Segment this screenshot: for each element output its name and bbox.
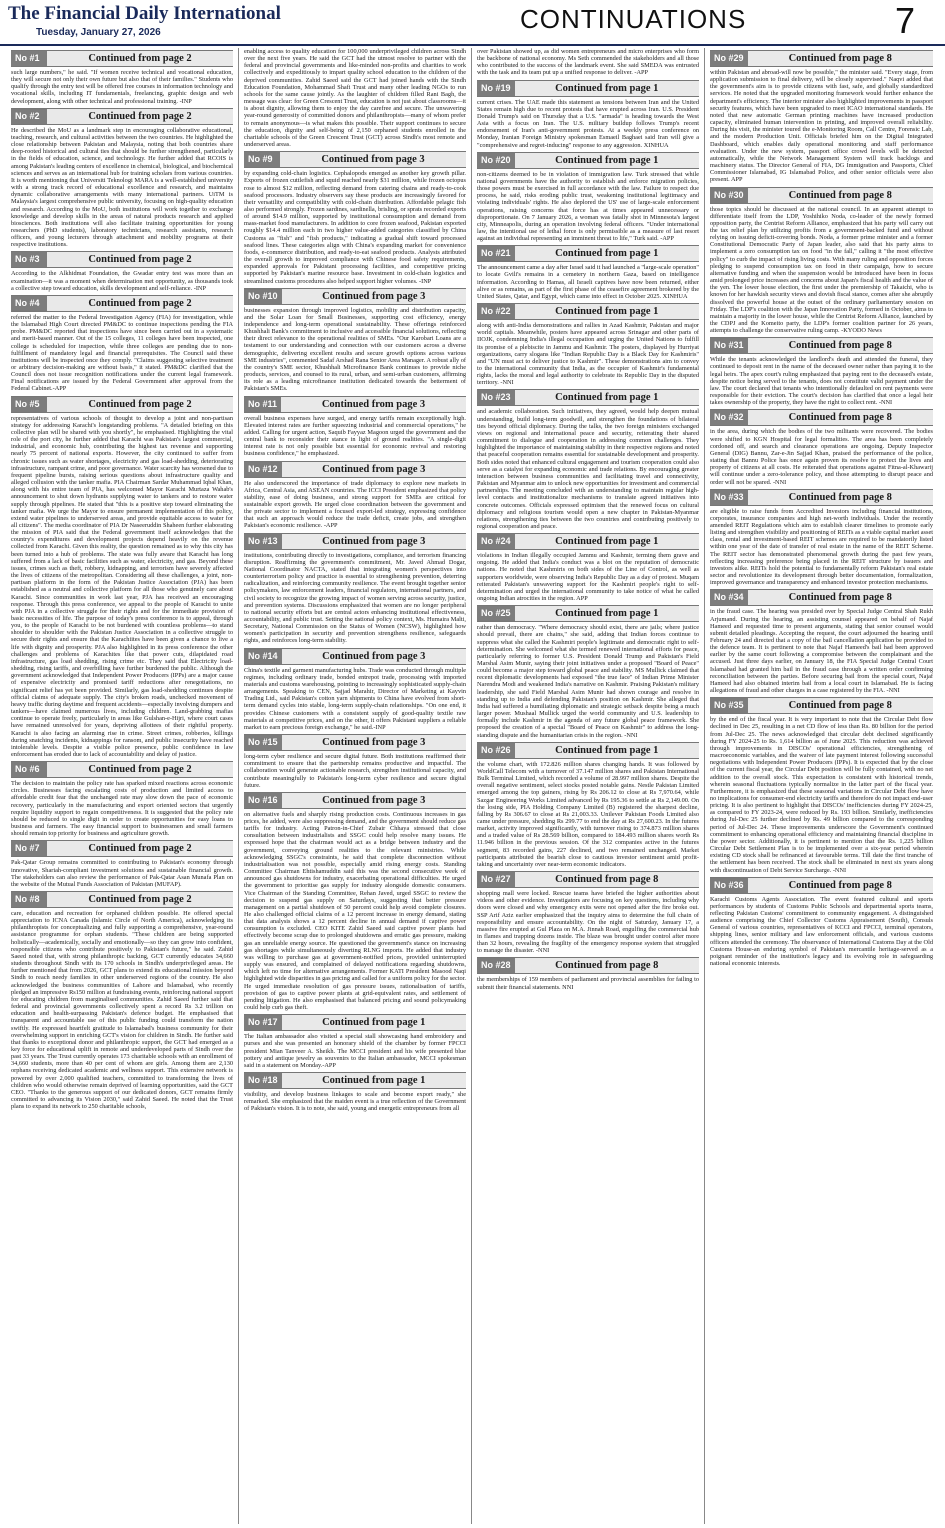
article — [710, 877, 933, 968]
continued-from-label: Continued from page 8 — [555, 960, 659, 972]
article-body: the memberships of 159 members of parliament and provincial assemblies for failing to submit their financial statements. NNI — [477, 976, 699, 991]
continuation-header — [477, 957, 699, 974]
article — [11, 891, 233, 1110]
article-body: According to the Alkhidmat Foundation, the Gwadar entry test was more than an examination—it was a moment when determination met opportunity, as thousands took a collective step toward education, skills development and self-reliance. -INP — [11, 270, 233, 292]
article — [477, 245, 699, 300]
article-columns — [6, 48, 939, 1524]
continuation-header — [477, 871, 699, 888]
continued-from-label: Continued from page 1 — [555, 306, 659, 318]
continuation-header — [244, 792, 466, 809]
continuation-header — [710, 877, 933, 894]
article-number: No #35 — [710, 698, 748, 713]
article — [710, 409, 933, 485]
continued-from-label: Continued from page 2 — [88, 297, 192, 309]
continuation-header — [244, 461, 466, 478]
article — [477, 389, 699, 530]
article-number: No #15 — [244, 735, 282, 750]
article-body: shopping mall were locked. Rescue teams have briefed the higher authorities about videos and other evidence. Investigators are focusing on key questions, including why doors were closed and why emergency exits were not opened after the fire broke out. SSP Arif Aziz earlier emphasized that the inquiry aims to determine the full chain of responsibility and ensure accountability. On the night of Saturday, January 17, a massive fire erupted at Gul Plaza on M.A. Jinnah Road, engulfing the commercial hub in flames and trapping dozens inside. The blaze was brought under control after more than 32 hours, revealing the fragility of the emergency response system that struggled to manage the disaster. -NNI — [477, 890, 699, 955]
article-number: No #19 — [477, 81, 515, 96]
article-body: representatives of various schools of thought to develop a joint and non-partisan strategy for addressing Karachi's longstanding problems. "A detailed briefing on this collective plan will be shared with you shortly", he emphasised. Highlighting the vital role of the port city, he further added that Karachi was Pakistan's largest commercial, industrial, and economic hub, contributing the highest tax revenue and supporting nearly 75 percent of national exports. However, the city continued to suffer from chronic issues such as water shortages, electricity and gas load-shedding, deteriorating infrastructure, rampant crime, and poor governance. Water scarcity has worsened due to frequent pipeline bursts, raising serious questions about infrastructure quality and alleged collusion with the tanker mafia. PIA Chairman Sardar Muhammad Iqbal Khan, along with his entire team of PIA, has welcomed Mayor Karachi Murtaza Wahab's announcement to shut down hydrants supplying water to tankers and to restore water supply through pipelines. He stated that "this is a positive step toward eliminating the tanker mafia. We urge the Mayor to ensure permanent implementation of this policy, extend water pipelines to underserved areas, and provide equitable access to water for all citizens". The media coordinator of PIA Dr Naseeruddin Shaheen further elaborating the mission of PIA said that the Federal government itself acknowledges that the country's expenditures and development projects depend heavily on the revenue collected from Karachi. Given this reality, the question remained as to why this city has been turned into a hub of problems. The state was fully aware that Karachi has long suffered from a lack of basic facilities such as water, electricity, and gas. Beyond these issues, crimes such as theft, robbery, kidnapping, and terrorism have severely affected the lives of citizens of the metropolitan. Considering all these challenges, a joint, non-partisan platform in the form of the Pakistan Justice Association (PJA) has been established as a neutral and collective platform for all those who genuinely care about Karachi. Since communities in work last year, PJA has received an encouraging response. Through this press conference, we appeal to the people of Karachi to unite with PJA in a collective struggle for their rights and for the immediate provision of basic necessities of life. The purpose of today's press conference is to appeal, through you, to the people of Karachi to be not burdened with countless problems—to stand shoulder to shoulder with the Pakistan Justice Association in a collective struggle to secure their rights and ensure that the Karachiites have been given a chance to live a life with dignity and prosperity. PJA also highlighted in its press conference the other challenges and problems of Karachites like that power cuts, dilapidated road infrastructure, gas load shedding, rising crime etc. They said that Electricity load-shedding, rising tariffs, and overbilling have further burdened the public. Although the government acknowledged that Independent Power Producers (IPPs) are a major cause of expensive electricity and promised tariff reductions after renegotiations, no significant relief has yet been provided. Similarly, gas load-shedding continues despite official claims of adequate supply. The city's broken roads, unchecked movement of heavy traffic during daytime and frequent accidents—especially involving dumpers and tankers—have claimed numerous lives, including children. Land-grabbing mafias continue to operate freely, particularly in areas like Gulshan-e-Hijri, where court cases have remained unresolved for years, depriving allottees of their rightful property. Karachi is also facing an alarming rise in crime. Street crimes, robberies, killings during snatching incidents, kidnappings for ransom, and public insecurity have reached intolerable levels. Despite a visible police presence, public confidence in law enforcement has eroded due to lack of accountability and delay of justice. — [11, 414, 233, 758]
page-number: 7 — [895, 0, 916, 41]
continued-from-label: Continued from page 2 — [88, 843, 192, 855]
article-body: current crises. The UAE made this statement as tensions between Iran and the United States remain high due to recent protests that have erupted across Iran. U.S. President Donald Trump's said on Thursday that a U.S. "armada" is heading towards the West Asia with a focus on Iran. The U.S. military buildup follows Trump's recent endorsement of Iran's anti-government protests. At a weekly press conference on Monday, Iranian Foreign Ministry spokesman Esmaeil Baghaei said Iran will give a "comprehensive and regret-inducing" response to any aggression. XINHUA — [477, 98, 699, 149]
continuation-header — [244, 648, 466, 665]
continuation-header — [710, 589, 933, 606]
article — [710, 697, 933, 873]
continued-from-label: Continued from page 1 — [322, 1074, 426, 1086]
continuation-header — [244, 533, 466, 550]
article-number: No #14 — [244, 649, 282, 664]
continued-from-label: Continued from page 8 — [788, 53, 892, 64]
article-number: No #5 — [11, 397, 47, 412]
article — [244, 48, 466, 148]
continued-from-label: Continued from page 1 — [555, 82, 659, 94]
column-3 — [472, 48, 705, 1524]
article — [477, 48, 699, 77]
article — [244, 461, 466, 530]
article-body: non-citizens deemed to be in violation of immigration law. Turk stressed that while national governments have the authority to establish and enforce migration policies, those powers must be exercised in full accordance with the law. Failure to respect due process, he said, risks eroding public trust, weakening institutional legitimacy and violating individuals' rights. He also deplored the US' use of large-scale enforcement operations, raising concerns that force has at times appeared unnecessary or disproportionate. On 7 January 2026, a woman was fatally shot in Minnesota's largest city, Minneapolis, during an operation involving federal officers. "Under international law, the intentional use of lethal force is only permissible as a measure of last resort against an individual representing an imminent threat to life," Turk said. -APP — [477, 170, 699, 243]
article-number: No #22 — [477, 304, 515, 319]
column-4 — [705, 48, 938, 1524]
article — [11, 761, 233, 837]
article-body: He described the MoU as a landmark step in encouraging collaborative educational, teaching, research, and cultural activities between the two countries. He highlighted the close relationship between Pakistan and Malaysia, noting that both countries share deep-rooted historical and cultural ties that should be further strengthened, particularly in the fields of education, science, and technology. He further added that RCOIS is among Pakistan's leading centers of excellence in chemical, biological, and biochemical sciences and serves as an international hub for training scholars from various countries. It is worth mentioning that Universiti Teknologi MARA is a well-established university with a strong track record of educational excellence and research, and maintains dynamic collaborative arrangements with many international partners. UiTM is Malaysia's largest comprehensive public university, focusing on high-quality education and research. According to the MoU, both institutions will work together to exchange knowledge and develop skills in the areas of natural products research and applied biosciences. Both institutions will also facilitate training opportunities for young researchers (PhD students), laboratory technicians, research assistants, research officers, and young lecturers through attachment and mobility programs at their respective institutions. — [11, 126, 233, 249]
continued-from-label: Continued from page 1 — [555, 392, 659, 404]
article-number: No #7 — [11, 841, 47, 856]
continued-from-label: Continued from page 8 — [788, 189, 892, 201]
continuation-header — [11, 396, 233, 413]
continuation-header — [477, 389, 699, 406]
continued-from-label: Continued from page 1 — [555, 608, 659, 620]
article — [477, 871, 699, 954]
article-number: No #11 — [244, 397, 281, 412]
article-body: Karachi Customs Agents Association. The event featured cultural and sports performances by students of Customs Public Schools and departmental sports teams, reflecting Pakistan Customs' commitment to community engagement. A distinguished audience comprising the Chief Collector Customs Appraisement (South), Consuls General of various countries, representatives of KCCI and FPCCI, terminal operators, shipping lines, senior military and law enforcement officials, and various customs officers attended the ceremony. The observance of International Customs Day at the Old Customs House-an enduring symbol of Pakistan's mercantile heritage-served as a poignant reminder of the institution's legacy and its evolving role in safeguarding national economic interests. — [710, 895, 933, 968]
article-number: No #29 — [710, 51, 748, 66]
article-body: violations in Indian illegally occupied Jammu and Kashmir, terming them grave and ongoing. He added that India's conduct was a blot on the reputation of democratic nations. He noted that Kashmiris on both sides of the Line of Control, as well as supporters worldwide, were observing India's Republic Day as a day of protest. Muqam reiterated Pakistan's unwavering support for the Kashmiri people's right to self-determination and urged the international community to take notice of what he called ongoing Indian atrocities in the region. APP — [477, 552, 699, 603]
continued-from-label: Continued from page 2 — [88, 894, 192, 905]
continuation-header — [244, 151, 466, 168]
article-number: No #27 — [477, 872, 515, 887]
article — [244, 151, 466, 285]
article-number: No #2 — [11, 109, 47, 124]
continuation-header — [710, 489, 933, 506]
article — [244, 533, 466, 645]
article-number: No #34 — [710, 590, 748, 605]
article-number: No #26 — [477, 743, 515, 758]
continued-from-label: Continued from page 8 — [788, 412, 892, 424]
column-1 — [6, 48, 239, 1524]
article — [477, 742, 699, 868]
article-number: No #23 — [477, 390, 515, 405]
continued-from-label: Continued from page 8 — [555, 874, 659, 886]
article-number: No #16 — [244, 793, 282, 808]
article — [11, 50, 233, 105]
continuation-header — [11, 891, 233, 908]
article-body: visibility, and develop business linkages to scale and become export ready," she remarked. She emphasized that the maiden event is a true reflection of the Government of Pakistan's vision. It is to note, she said, young and energetic entrepreneurs from all — [244, 1090, 466, 1113]
continuation-header — [244, 1014, 466, 1031]
continuation-header — [710, 409, 933, 426]
continuation-header — [244, 396, 466, 413]
article-body: those topics should be discussed at the national council. In an apparent attempt to differentiate itself from the LDP, Yoshihiko Noda, co-leader of the newly formed opposition party, the Centrist Reform Alliance, emphasized that his party will carry out the tax relief plan by utilizing profits from a government-backed fund and without relying on issuing deficit-covering bonds. Noda, a former prime minister and a former Constitutional Democratic Party of Japan leader, also said that his party aims to implement a zero consumption tax on food "in the fall," calling it "the most effective policy" to curb the impact of rising living costs. With many ruling and opposition forces pledging to suspend consumption tax on food in their campaign, how to secure alternative funding and when the suspension would be introduced have been in focus amid prolonged price increases and concerns about Japan's fiscal health and the value of the yen. The lower house election, the first under the premiership of Takaichi, who is known for her hawkish security views and dovish fiscal stance, comes after she abruptly dissolved the powerful house at the outset of the ordinary parliamentary session on Friday. The LDP's coalition with the Japan Innovation Party, formed in October, aims to maintain a majority in the lower house, while the Centrist Reform Alliance, launched by the CDPJ and the Komeito party, the LDP's former coalition partner for 26 years, attempts to challenge the conservative ruling camp. -KYODO News — [710, 205, 933, 335]
article-body: such large numbers," he said. "If women receive technical and vocational education, they will secure not only their own future but also that of their families." Students who qualify through the entry test will be offered free courses in information technology and vocational skills, including IT fundamentals, freelancing, graphic design and web development, along with other technical and professional training. -INP — [11, 69, 233, 105]
article-body: long-term cyber resilience and secure digital future. Both institutions reaffirmed their commitment to ensure that the partnership remains productive and impactful. The collaboration would generate actionable research, strengthen institutional capacity, and contribute meaningfully to Pakistan's long-term cyber resilience and secure digital future. — [244, 753, 466, 789]
article-number: No #33 — [710, 490, 748, 505]
article-body: the volume chart, with 172.826 million shares changing hands. It was followed by WorldCall Telecom with a turnover of 37.147 million shares and Pakistan International Bulk Terminal Limited, which recorded a volume of 28.997 million shares. Despite the overall negative sentiment, select stocks posted notable gains. Nestle Pakistan Limited emerged among the top gainers, rising by Rs 206.12 to close at Rs 7,970.64, while Sazgar Engineering Works Limited advanced by Rs 195.36 to settle at Rs 2,149.00. On the losing side, PIA Holding Company Limited (B) registered the sharpest decline, falling by Rs 306.67 to close at Rs 21,003.33. Unilever Pakistan Foods Limited also came under pressure, shedding Rs 299.77 to end the day at Rs 27,600.23. In the futures market, activity improved significantly, with turnover rising to 374.873 million shares and a traded value of Rs 28.569 billion, compared to 184.493 million shares worth Rs 11.946 billion in the previous session. Of the 312 companies active in the futures segment, 83 recorded gains, 227 declined, and two remained unchanged. Market participants attributed the bearish close to cautious investor sentiment amid profit-taking and uncertainty over near-term economic indicators. — [477, 760, 699, 868]
article-number: No #20 — [477, 153, 515, 168]
continuation-header — [710, 50, 933, 67]
continued-from-label: Continued from page 1 — [555, 536, 659, 548]
continued-from-label: Continued from page 3 — [322, 794, 426, 806]
article — [477, 303, 699, 386]
article-body: within Pakistan and abroad-will now be possible," the minister said. "Every stage, from application submission to final delivery, will be closely supervised." Naqvi added that the government's aim is to provide citizens with fast, safe, and globally standardized services. He noted that the upgraded monitoring framework would further enhance the department's efficiency. The interior minister also highlighted improvements in passport security features, which have been upgraded to meet ICAO international standards. He noted that new automatic German printing machines have increased production capacity, eliminated human intervention in printing, and improved overall reliability. During his visit, the minister toured the e-Monitoring Room, Call Centre, Forensic Lab, and the modern Production Unit. Officials briefed him on the Digital Integrated Dashboard, which enables daily operational monitoring and staff performance evaluation. Under the new system, passport office crowd levels will be detected automatically, while the Network Management System will track backlogs and machinery status. The Director General of FIA, DG Immigration and Passports, Chief Commissioner Islamabad, IG Islamabad Police, and other senior officials were also present. APP — [710, 69, 933, 184]
article-body: by expanding cold-chain logistics. Cephalopods emerged as another key growth pillar. Exports of frozen cuttlefish and squid reached nearly $31 million, while frozen octopus rose to almost $12 million, reflecting demand from catering chains and ready-to-cook seafood processors. Industry observers say these products are increasingly favored for their versatility and compatibility with cold-chain distribution. Affordable pelagic fish also performed strongly. Frozen sardines, sardinella, brisling, or sprats recorded exports of around $14.9 million, supported by institutional consumption and demand from mass-market food manufacturers. In addition to core frozen seafood, Pakistan exported roughly $14.4 million each in two higher value-added categories classified by China Customs as "fish" and "fish products," indicating a gradual shift toward processed seafood lines. These categories align with China's expanding market for convenience foods, e-commerce distribution, and ready-to-eat seafood products. Analysts attributed the overall growth to improved compliance with Chinese food safety requirements, expanded approvals for Pakistani processing facilities, and competitive pricing supported by Pakistan's marine resource base. Investment in cold-chain logistics and streamlined customs procedures also helped support higher volumes. -INP — [244, 170, 466, 285]
article-body: enabling access to quality education for 100,000 underprivileged children across Sindh over the next five years. He said the GCT had the utmost resolve to partner with the federal and provincial governments and like-minded non-profits and charities to work collectively and expeditiously to impart quality school education to the children of the deprived communities. Zahid Saeed said the GCT had joined hands with the Sindh Education Foundation, Mohammad Shafi Trust and many other leading NGOs to run schools for the same cause jointly. As the laughter of children filled Rani Bagh, the message was clear: for Green Crescent Trust, education is not just about classrooms—it is about dignity, allowing them to enjoy the day carefree and secure. The unwavering year-round generosity of committed donors and philanthropists—many of whom prefer to remain anonymous—is what makes this possible. Their support continues to secure the education, dignity and self-being of 2,150 orphaned students enrolled in the charitable schools of the Green Crescent Trust (GCT) across Sindh's most remote and underserved areas. — [244, 48, 466, 149]
continuation-header — [244, 288, 466, 305]
article-number: No #4 — [11, 296, 47, 311]
article-body: and academic collaboration. Such initiatives, they agreed, would help deepen mutual understanding, build long-term goodwill, and strengthen the foundations of bilateral ties beyond official diplomacy. During the talks, the two foreign ministers exchanged views on regional and international peace and security, reiterating their shared commitment to dialogue and cooperation in addressing common challenges. They highlighted the importance of maintaining stability in their respective regions and noted that peaceful cooperation remains essential for sustainable development and prosperity. Both sides noted that enhanced cultural engagement and tourism cooperation could also serve as a catalyst for expanding economic and trade relations. By encouraging greater interaction between business communities and facilitating travel and connectivity, Pakistan and Myanmar aim to unlock new opportunities for investment and commercial partnerships. The meeting concluded with an understanding to maintain regular high-level contacts and institutionalize mechanisms to translate agreed initiatives into concrete outcomes. Officials expressed optimism that the renewed focus on cultural diplomacy and religious tourism would open a new chapter in Pakistan-Myanmar relations, strengthening ties between the two countries and contributing positively to regional cooperation and peace. — [477, 408, 699, 530]
continued-from-label: Continued from page 8 — [788, 340, 892, 352]
article-body: institutions, contributing directly to investigations, compliance, and terrorism financing disruption. Reaffirming the government's commitment, Mr. Javed Ahmad Dogar, National Coordinator NACTA, stated that integrating women's perspectives into counterterrorism policy and practice is essential to strengthening prevention, deterring radicalization, and reinforcing community resilience. The event brought together senior policymakers, law enforcement leaders, financial regulators, international partners, and civil society to recognize the growing impact of women serving across security, justice, and prevention systems. Discussions emphasized that women are no longer peripheral to national security efforts but are central actors enhancing institutional effectiveness, accountability, and public trust. Setting the national policy context, Ms. Humaira Malti, Secretary, National Commission on the Status of Women (NCSW), highlighted how women's participation in security and prevention strengthens resilience, safeguards rights, and reinforces long-term stability. — [244, 551, 466, 645]
article — [477, 957, 699, 990]
article-body: over Pakistan showed up, as did women entrepreneurs and micro enterprises who form the backbone of national economy. Ms Seth commended the stakeholders and all those who contributed to the success of the landmark event. She said SMEDA was entrusted with the task and its team put up a unified response to deliver. -APP — [477, 48, 699, 77]
article-body: China's textile and garment manufacturing hubs. Trade was conducted through multiple regimes, including ordinary trade, bonded entrepot trade, processing with imported materials and customs warehousing, pointing to increasingly sophisticated supply-chain arrangements. Speaking to CEN, Sajjad Marahir, Director of Marketing at Kayvin Trading Ltd., said Pakistan's cotton yarn shipments to China have evolved from short-term demand cycles into stable, long-term supply-chain relationships. "On one end, it provides Chinese customers with a consistent supply of good-quality textile raw materials at competitive prices, and on the other, it offers Pakistani suppliers a reliable market to earn precious foreign exchange," he said.-INP — [244, 666, 466, 731]
continued-from-label: Continued from page 2 — [88, 53, 192, 64]
article-number: No #30 — [710, 188, 748, 203]
continuation-header — [11, 50, 233, 67]
continued-from-label: Continued from page 8 — [788, 879, 892, 891]
article — [11, 295, 233, 393]
continued-from-label: Continued from page 1 — [555, 248, 659, 260]
continuation-header — [244, 1072, 466, 1089]
article-number: No #9 — [244, 152, 280, 167]
continuation-header — [477, 245, 699, 262]
continuation-header — [477, 533, 699, 550]
article-number: No #17 — [244, 1015, 282, 1030]
article — [244, 1014, 466, 1069]
article — [11, 251, 233, 291]
article-number: No #36 — [710, 878, 748, 893]
article-body: referred the matter to the Federal Investigation Agency (FIA) for investigation, while the Islamabad High Court directed PM&DC to continue inspections pending the FIA probe. PM&DC reported that inspections have since been carried out in a systematic and merit-based manner. Out of the 15 colleges, 11 colleges have been inspected, one college is scheduled for inspection, while three colleges are pending due to non-fulfillment of mandatory legal and financial prerequisites. The Council said these institutions will be inspected once they comply. "Claims suggesting selective treatment or arbitrary decision-making are without basis," it stated. PM&DC clarified that the Council does not issue recognition notifications under the current legal framework. Final notifications are issued by the Federal Government after approval from the Federal Cabinet.-APP — [11, 313, 233, 393]
article — [244, 792, 466, 1011]
continuation-header — [11, 840, 233, 857]
article — [710, 489, 933, 587]
article-body: The decision to maintain the policy rate has sparked mixed reactions across economic circles. Businesses facing escalating costs of production and limited access to affordable credit fear that the unchanged rate may slow down the pace of economic recovery, particularly in the manufacturing and export oriented sectors that urgently require liquidity support to regain competitiveness. It is suggested that the policy rate should be reduced to single digit in order to create opportunities for easy loans to business and farmers. The easy financial support to businessmen and small farmers should remain top priority for business and agriculture growth. — [11, 780, 233, 838]
article — [244, 648, 466, 731]
continued-from-label: Continued from page 2 — [88, 764, 192, 776]
continued-from-label: Continued from page 3 — [322, 535, 426, 547]
article-body: He also underscored the importance of trade diplomacy to explore new markets in Africa, Central Asia, and ASEAN countries. The ICCI President emphasized that policy stability, ease of doing business, and strong support for SMEs are critical for sustainable export growth. He urged close coordination between the government and the private sector to implement a focused export-led strategy, expressing confidence that such an approach would reduce the trade deficit, create jobs, and strengthen Pakistan's economic resilience. -APP — [244, 479, 466, 530]
article — [477, 80, 699, 149]
continuation-header — [11, 295, 233, 312]
article — [710, 337, 933, 406]
continued-from-label: Continued from page 2 — [88, 110, 192, 122]
article-body: by the end of the fiscal year. It is very important to note that the Circular Debt flow declined in Dec 25, resulting in a net CD flow of less than Rs. 80 billion for the period from Jul-Dec 25. The news acknowledged that circular debt declined significantly during FY 2024-25 to Rs. 1,614 billion as of June 2025. This reduction was achieved through improvements in DISCOs' operational efficiencies, strengthening of macroeconomic variables, and the waiver of late payment interest following successful negotiations with Independent Power Producers (IPPs). It is expected that by the close of the current fiscal year, the Circular Debt position will be fully contained, with no net addition to the overall stock. This expectation is consistent with historical trends, wherein seasonal fluctuations typically normalize in the latter part of the fiscal year. Furthermore, it is emphasized that these seasonal variations in Circular Debt flow have no implications for consumer-end electricity tariffs and therefore do not impact end-user pricing. It is also pertinent to highlight that DISCOs' inefficiencies during FY 2024-25, as compared to FY 2023-24, were reduced by Rs. 193 billion. Similarly, inefficiencies during Jul-Dec 25 further declined by Rs. 49 billion compared to the corresponding period of Jul-Dec 24. These improvements underscore the Government's continued commitment to enhancing operational efficiency and maintaining financial discipline in the power sector. Additionally, it is pertinent to mention that the Rs. 1,225 billion Circular Debt Settlement Plan is to be implemented over a six-year period wherein existing CD stock shall be refinanced at favourable terms. Till date the first tranche of the settlement has been received. The stock shall be eliminated in next six years along with discontinuation of Debt Service Surcharge. -NNI — [710, 716, 933, 874]
article — [244, 396, 466, 458]
newspaper-title: The Financial Daily International — [8, 3, 281, 24]
continued-from-label: Continued from page 2 — [88, 398, 192, 410]
continuation-header — [11, 251, 233, 268]
masthead — [0, 0, 945, 46]
article-body: in the area, during which the bodies of the two militants were recovered. The bodies were shifted to KGN Hospital for legal formalities. The area has been completely cordoned off, and search and clearance operations are ongoing. Deputy Inspector General (DIG) Bannu, Zar-e-Jin Sajjad Khan, praised the performance of the police, stating that Bannu Police has once again proven its resolve to protect the lives and property of citizens at all costs. He reiterated that operations against Fitna-al-Khawarij will continue under a zero-tolerance policy, and those attempting to disrupt peace and order will not be spared. -NNI — [710, 428, 933, 486]
article — [11, 396, 233, 759]
continued-from-label: Continued from page 8 — [788, 592, 892, 604]
article — [11, 108, 233, 249]
issue-date: Tuesday, January 27, 2026 — [36, 27, 161, 38]
article-number: No #18 — [244, 1073, 282, 1088]
continued-from-label: Continued from page 8 — [788, 700, 892, 712]
article — [710, 589, 933, 694]
article-number: No #12 — [244, 462, 282, 477]
article-body: Pak-Qatar Group remains committed to contributing to Pakistan's economy through innovative, Shariah-compliant investment solutions and sustainable financial growth. The stakeholders can also review the performance of Pak-Qatar Asan Munafa Plan on the website of the Mutual Funds Association of Pakistan (MUFAP). — [11, 859, 233, 888]
article-body: in the fraud case. The hearing was presided over by Special Judge Central Shah Rukh Arjumand. During the hearing, an assisting counsel appeared on behalf of Najaf Hameed and requested time to present arguments, stating that senior counsel would submit detailed pleadings. Accepting the request, the court adjourned the hearing until February 24 and directed that a copy of the bail cancellation application be provided to the defence team. It is pertinent to note that Najaf Hameed's bail had been approved earlier by the same court following a compromise between the complainant and the accused. Just three days earlier, on January 18, the FIA Special Judge Central Court Islamabad had granted him bail in the fraud case through a written order confirming reconciliation between the parties. Before securing bail from the special court, Najaf Hameed had also obtained interim bail from a local court in Islamabad. He is facing allegations of fraud and other charges in a case registered by the FIA. -NNI — [710, 608, 933, 695]
article-body: overall business expenses have surged, and energy tariffs remain exceptionally high. Elevated interest rates are further squeezing industrial and commercial operations," he added. Calling for urgent action, Saquib Fayyaz Magoon urged the government and the central bank to reconsider their stance in light of ground realities. "A single-digit interest rate is not only possible but essential for economic revival and restoring business confidence," he emphasized. — [244, 414, 466, 458]
article-number: No #28 — [477, 958, 515, 973]
continuation-header — [477, 605, 699, 622]
continuation-header — [477, 152, 699, 169]
article — [11, 840, 233, 888]
continuation-header — [477, 303, 699, 320]
continuation-header — [244, 734, 466, 751]
article-body: are eligible to raise funds from Accredited Investors including financial institutions, corporates, insurance companies and high net-worth individuals. Under the recently amended REIT Regulations which aim to establish clearer timelines to promote early listing and strengthen visibility and positioning of REITs as a viable capital market asset class, rental and investment-based REIT schemes are required to be mandatorily listed within one year of the date of transfer of real estate in the name of the REIT Scheme. The REIT sector has demonstrated phenomenal growth during the past few years, reflecting increasing preference being placed in the REIT structure by issuers and investors alike. REITs hold the potential to fundamentally reform Pakistan's real estate sector and revolutionize its development through better documentation, formalization, improved governance and transparency and enhanced investor protection mechanisms. — [710, 507, 933, 587]
continuation-header — [710, 187, 933, 204]
article-number: No #10 — [244, 289, 282, 304]
article — [477, 533, 699, 602]
article — [710, 50, 933, 184]
article-body: The announcement came a day after Israel said it had launched a "large-scale operation" to locate Gvili's remains in a cemetery in northern Gaza, based on intelligence information. According to Hamas, all Israeli captives have now been returned, either alive or as remains, as part of the first phase of the ceasefire agreement brokered by the United States, Qatar, and Egypt, which came into effect in October 2025. XINHUA — [477, 264, 699, 300]
continued-from-label: Continued from page 8 — [788, 491, 892, 503]
continued-from-label: Continued from page 1 — [555, 744, 659, 756]
article-number: No #1 — [11, 51, 47, 66]
continuation-header — [11, 761, 233, 778]
continued-from-label: Continued from page 1 — [555, 154, 659, 166]
article-number: No #6 — [11, 762, 47, 777]
article-number: No #3 — [11, 252, 47, 267]
article-number: No #8 — [11, 892, 47, 907]
continued-from-label: Continued from page 3 — [322, 463, 426, 475]
continued-from-label: Continued from page 3 — [322, 290, 426, 302]
continued-from-label: Continued from page 3 — [322, 737, 426, 749]
article — [710, 187, 933, 335]
continuation-header — [477, 80, 699, 97]
continued-from-label: Continued from page 3 — [321, 154, 425, 166]
article — [244, 734, 466, 789]
article-number: No #21 — [477, 246, 515, 261]
column-2 — [239, 48, 472, 1524]
section-title: CONTINUATIONS — [520, 4, 747, 34]
article-body: care, education and recreation for orphaned children possible. He offered special appreciation to ICNA Canada (Islamic Circle of North America), acknowledging its philanthropists for conceptualizing and fully supporting a comprehensive, year-round assistance programme for orphan students. "These children are being supported holistically—academically, socially and emotionally—so they can grow into confident, responsible citizens who contribute positively to Pakistan's future," he said. Zahid Saeed noted that, with strong philanthropic backing, GCT currently educates 34,660 students throughout Sindh with its 170 schools in Sindh's underprivileged areas. He further mentioned that from 2026, GCT plans to extend its educational mission beyond Sindh to reach needy families in other underserved regions of the country. He also acknowledged the business communities of Lahore and Islamabad, who recently pledged an impressive Rs150 million at fundraising events, reinforcing national support for educating children from marginalised communities. Zahid Saeed further said that federal and provincial governments collectively spent a record Rs 3.2 trillion on education and health-surpassing Pakistan's defence budget. He emphasised that transparent and accountable use of this public funding could transform the nation swiftly. He expressed heartfelt gratitude to Islamabad's business community for their overwhelming support in enriching GCT's vision for children in Sindh. He further said that thanks to exceptional donor and philanthropic support, the GCT had emerged as a key force for educational uplift in remote and underdeveloped parts of Sindh over the past 33 years. The Trust currently operates 173 charitable schools with an enrollment of 34,660 students, more than 40 per cent of whom are girls. Among them are 2,130 orphans receiving dedicated academic and wellness support. This extensive network is powered by over 2,000 qualified teachers, committed to transforming the lives of children who would otherwise remain deprived of learning opportunities, said the GCT CEO. "Thanks to the generous support of our dedicated donors, GCT remains firmly committed to advancing its Vision 2030," said Zahid Saeed. He noted that the Trust plans to expand its network to 250 charitable schools, — [11, 910, 233, 1111]
article-body: on alternative fuels and sharply rising production costs. Continuous increases in gas prices, he added, were also suppressing demand, and the government should reduce gas tariffs for industry. Acting Patron-in-Chief Zubair Chhaya stressed that close consultation between industrialists and SSGC could help resolve many issues. He expressed hope that the chairman would act as a bridge between industry and the government, conveying ground realities to the relevant ministries. While acknowledging SSGC's constraints, he said that complete disconnection without industrialisation was not possible, especially amid rising energy costs. Standing Committee Chairman Ehtishamuddin said this was the second consecutive week of announced gas shutdowns for industry, exacerbating operational difficulties. He urged the government to prioritise gas supply for industry alongside domestic consumers. Vice Chairman of the Standing Committee, Rehan Javed, urged SSGC to review the decision to suspend gas supply on Saturdays, suggesting that better pressure management on a partial shutdown of 50 percent could help avoid complete closures. He also challenged official claims of a 12 percent increase in energy demand, stating that data analysis shows a 12 percent decline in annual demand if captive power consumption is excluded. CEO KITE Zahid Saeed said captive power plants had effectively become scrap due to prolonged shutdowns and erratic gas pressure, making gas an unreliable energy source. He questioned the government's stance on increasing gas shortages while simultaneously diverting RLNG imports. He added that industry was willing to purchase gas at government-notified prices, provided uninterrupted supply was ensured, and complained of delayed notifications regarding shutdowns, which left no time for alternative arrangements. Former KATI President Masood Naqi highlighted wide disparities in gas pricing and called for a uniform policy for the sector. He urged immediate resolution of gas pressure issues, rationalisation of tariffs, provision of gas to captive power plants at grid-equivalent rates, and settlement of pending litigation. He also emphasised that balanced pricing and sound policymaking could help curb gas theft. — [244, 810, 466, 1012]
article — [244, 288, 466, 393]
article-number: No #13 — [244, 534, 282, 549]
continuation-header — [710, 697, 933, 714]
article-number: No #25 — [477, 606, 515, 621]
continued-from-label: Continued from page 1 — [322, 1017, 426, 1029]
continuation-header — [477, 742, 699, 759]
continued-from-label: Continued from page 2 — [88, 254, 192, 266]
continued-from-label: Continued from page 3 — [321, 398, 426, 410]
continuation-header — [11, 108, 233, 125]
article-body: businesses expansion through improved logistics, mobility and distribution capacity, and the Solar Loan for Small Businesses, supporting cost efficiency, energy independence and long-term operational sustainability. These offerings reinforced Khushhali Bank's commitment to inclusive and accessible financial solutions, reflecting their direct relevance to the operational realities of SMEs. "Our Karobari Loans are a testament to our understanding and connection with our customers across a diverse demographic, delivering excellent results and secure growth options across various SME industries", commented Sadaf Arshad Rana Senior Area Manager. A robust ally of the country's SME sector, Khushhali Microfinance Bank continues to provide niche products, services, and counsel to its rural, urban, and semi-urban customers, affirming its role as a leading microfinance institution dedicated towards the betterment of Pakistan's SMEs. — [244, 306, 466, 393]
article — [244, 1072, 466, 1112]
article-number: No #31 — [710, 338, 748, 353]
continuation-header — [710, 337, 933, 354]
article-body: The Italian ambassador also visited a special stall showcasing hand embroidery and purses and she was presented an honorary shield of the chamber by former FPCCI president Mian Tanveer A. Sheikh. The MCCI president and his wife presented blue pottery and antique jewelry as souvenirs to the Italian ambassador, MCCI spokesman said in a statement on Monday.-APP — [244, 1033, 466, 1069]
article-number: No #24 — [477, 534, 515, 549]
article-body: rather than democracy. "Where democracy should exist, there are jails; where justice should prevail, there are chains," she said, adding that Indian forces continue to suppress what she called the Kashmiri people's legitimate and democratic right to self-determination. She welcomed what she termed renewed international efforts for peace, particularly referring to former U.S. President Donald Trump and Pakistan's Field Marshal Asim Munir, saying their joint initiatives under a proposed "Board of Peace" could become a major step toward global peace and stability. MS Mullick claimed that recent diplomatic developments had exposed "the true face" of Indian Prime Minister Narendra Modi and weakened India's narrative on Kashmir. Praising Pakistan's military leadership, she said Field Marshal Asim Munir had shown courage and resolve in standing up to India and defending Pakistan's position on Kashmir. She alleged that India had suffered a humiliating diplomatic and strategic setback despite being a much larger power. Mushaal Mullick urged the world community and U.S. leadership to formally include Kashmir in the agenda of any future global peace framework. She proposed the creation of a special "Board of Peace on Kashmir" to address the long-standing dispute and the humanitarian crisis in the region. -NNI — [477, 624, 699, 739]
article-body: along with anti-India demonstrations and rallies in Azad Kashmir, Pakistan and major world capitals. Meanwhile, posters have appeared across Srinagar and other parts of IIOJK, condemning India's illegal occupation and urging the United Nations to fulfill its promise of a plebiscite in Jammu and Kashmir. The posters, displayed by Hurriyat organizations, carry slogans like "Indian Republic Day is a Black Day for Kashmiris" and "UN must act to deliver justice to Kashmir". These demonstrations aim to convey to the international community that India, as the occupier of Kashmir's fundamental rights, lacks the moral and legal authority to celebrate its Republic Day in the disputed territory. -NNI — [477, 322, 699, 387]
article-body: While the tenants acknowledged the landlord's death and attended the funeral, they continued to deposit rent in the name of the deceased owner rather than paying it to the legal heirs. The apex court's ruling emphasized that paying rent to the deceased's estate, despite notice being served to the tenants, does not constitute valid payment under the law. The court declared that tenants who intentionally defaulted on rent payments were responsible for their eviction. The court's decision has clarified that once a legal heir takes ownership of the property, they have the right to collect rent. -NNI — [710, 356, 933, 407]
article-number: No #32 — [710, 410, 748, 425]
continued-from-label: Continued from page 3 — [322, 650, 426, 662]
article — [477, 605, 699, 739]
article — [477, 152, 699, 243]
